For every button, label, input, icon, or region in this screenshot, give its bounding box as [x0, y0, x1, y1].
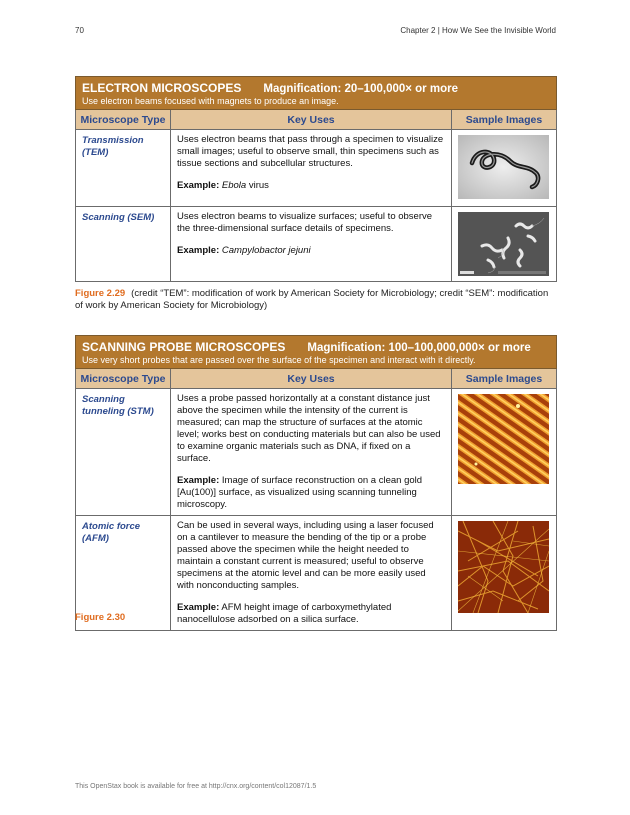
key-uses [171, 389, 452, 516]
example-label: Example: [177, 602, 220, 613]
example-text: AFM height image of carboxymethylated nanocellulose adsorbed on a silica surface. [177, 602, 392, 625]
table-row [76, 207, 557, 282]
key-uses-text: Uses a probe passed horizontally at a constant distance just above the specimen while the intensity of the current is measured; can map the structure of surfaces at the atomic level; works best on conducting materials but can also be used to examine organic materials such as DNA, if fixed on a surface. [177, 393, 441, 464]
table-row [76, 130, 557, 207]
tem-ebola-image [458, 135, 549, 199]
microscope-type: Scanning tunneling (STM) [76, 389, 171, 516]
electron-table-title-bar [76, 77, 557, 110]
microscope-type: Transmission (TEM) [76, 130, 171, 207]
probe-table-description: Use very short probes that are passed over the surface of the specimen and interact with it directly. [82, 355, 476, 365]
probe-table-magnification: Magnification: 100–100,000,000× or more [307, 342, 531, 354]
key-uses-text: Uses electron beams to visualize surfaces; useful to observe the three-dimensional surface details of specimens. [177, 211, 433, 234]
footer-note: This OpenStax book is available for free at http://cnx.org/content/col12087/1.5 [75, 783, 317, 790]
example-text: Campylobactor jejuni [221, 245, 311, 256]
column-header-images: Sample Images [452, 369, 557, 389]
sample-image-cell [452, 130, 557, 207]
example-label: Example: [177, 475, 220, 486]
figure-2-29-caption [75, 288, 557, 312]
column-header-images: Sample Images [452, 110, 557, 130]
afm-nanocellulose-image [458, 521, 549, 613]
table-row [76, 389, 557, 516]
example-label: Example: [177, 180, 220, 191]
electron-table-description: Use electron beams focused with magnets to produce an image. [82, 96, 339, 106]
probe-table-title: SCANNING PROBE MICROSCOPES [82, 340, 286, 354]
example-suffix: virus [246, 180, 269, 191]
column-header-uses: Key Uses [171, 369, 452, 389]
key-uses-text: Uses electron beams that pass through a specimen to visualize small images; useful to observe small, thin specimens such as tissue sections and subcellular structures. [177, 134, 444, 169]
scanning-probe-microscopes-table [75, 335, 557, 631]
key-uses [171, 207, 452, 282]
chapter-header: Chapter 2 | How We See the Invisible World [400, 26, 556, 35]
page-number: 70 [75, 26, 84, 35]
microscope-type: Atomic force (AFM) [76, 516, 171, 631]
sample-image-cell [452, 207, 557, 282]
figure-2-29-credit: (credit “TEM”: modification of work by American Society for Microbiology; credit “SEM”: modification of work by American Society for Microbiology) [75, 288, 549, 311]
key-uses-text: Can be used in several ways, including using a laser focused on a cantilever to measure the bending of the tip or a probe passed above the specimen while the height needed to maintain a constant current is measured; useful to observe specimens at the atomic level and can be more easily used with nonconducting samples. [177, 520, 434, 591]
column-header-type: Microscope Type [76, 110, 171, 130]
figure-2-29-label: Figure 2.29 [75, 288, 126, 299]
probe-table-title-bar [76, 336, 557, 369]
column-header-type: Microscope Type [76, 369, 171, 389]
figure-2-30-label: Figure 2.30 [75, 612, 126, 623]
example-label: Example: [177, 245, 220, 256]
electron-table-title: ELECTRON MICROSCOPES [82, 81, 242, 95]
electron-microscopes-table [75, 76, 557, 282]
example-text: Image of surface reconstruction on a clean gold [Au(100)] surface, as visualized using scanning tunneling microscopy. [177, 475, 423, 510]
electron-table-magnification: Magnification: 20–100,000× or more [263, 83, 458, 95]
figure-2-30-caption [75, 612, 557, 624]
key-uses [171, 130, 452, 207]
microscope-type: Scanning (SEM) [76, 207, 171, 282]
sample-image-cell [452, 389, 557, 516]
stm-gold-surface-image [458, 394, 549, 484]
sem-campylobacter-image [458, 212, 549, 276]
example-text: Ebola [221, 180, 247, 191]
column-header-uses: Key Uses [171, 110, 452, 130]
